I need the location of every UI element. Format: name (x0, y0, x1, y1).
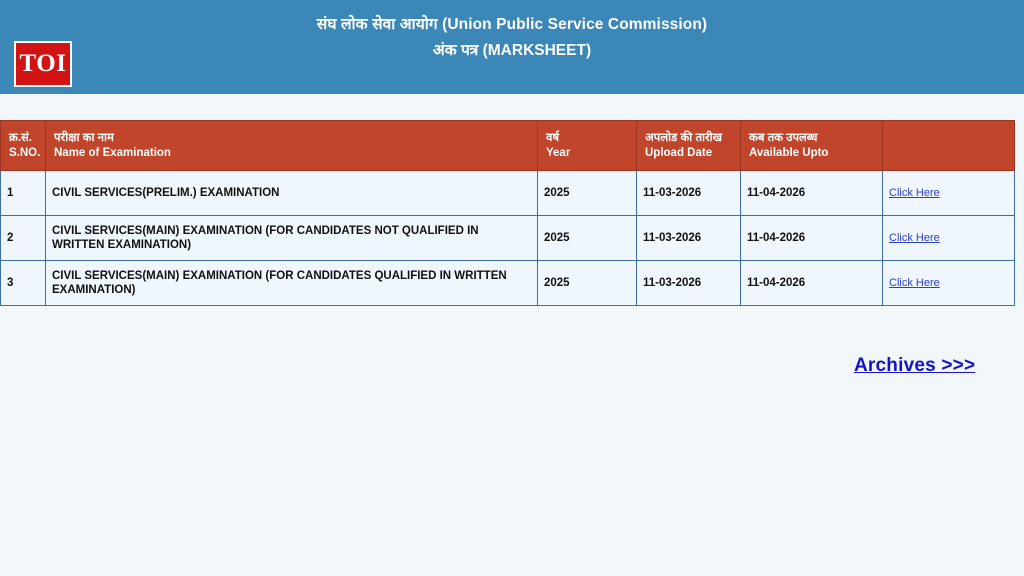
column-header-sno (1, 121, 46, 171)
cell-year: 2025 (538, 261, 637, 306)
column-header-name (46, 121, 538, 171)
cell-exam-name: CIVIL SERVICES(PRELIM.) EXAMINATION (46, 171, 538, 216)
table-row (1, 261, 1015, 306)
cell-upload-date: 11-03-2026 (637, 261, 741, 306)
column-header-year-hi: वर्ष (546, 131, 560, 144)
click-here-link[interactable]: Click Here (889, 187, 940, 199)
cell-sno: 3 (1, 261, 46, 306)
table-row (1, 216, 1015, 261)
cell-exam-name: CIVIL SERVICES(MAIN) EXAMINATION (FOR CANDIDATES NOT QUALIFIED IN WRITTEN EXAMINATION) (46, 216, 538, 261)
table-header-row (1, 121, 1015, 171)
cell-link (883, 261, 1015, 306)
column-header-name-en: Name of Examination (54, 146, 171, 159)
table-header (1, 121, 1015, 171)
marksheet-table (0, 120, 1015, 306)
toi-logo (14, 41, 72, 87)
column-header-sno-en: S.NO. (9, 146, 41, 159)
cell-link (883, 171, 1015, 216)
cell-sno: 1 (1, 171, 46, 216)
cell-available-upto: 11-04-2026 (741, 216, 883, 261)
column-header-available-upto-hi: कब तक उपलब्ध (749, 131, 818, 144)
table-body (1, 171, 1015, 306)
column-header-available-upto-en: Available Upto (749, 146, 829, 159)
cell-available-upto: 11-04-2026 (741, 171, 883, 216)
column-header-upload-date-en: Upload Date (645, 146, 713, 159)
cell-year: 2025 (538, 216, 637, 261)
column-header-year-en: Year (546, 146, 571, 159)
table-row (1, 171, 1015, 216)
archives-link[interactable]: Archives >>> (854, 355, 976, 376)
cell-available-upto: 11-04-2026 (741, 261, 883, 306)
cell-upload-date: 11-03-2026 (637, 171, 741, 216)
header-titles (0, 0, 1024, 62)
column-header-year (538, 121, 637, 171)
column-header-link (883, 121, 1015, 171)
toi-logo-text: TOI (19, 50, 67, 77)
click-here-link[interactable]: Click Here (889, 232, 940, 244)
click-here-link[interactable]: Click Here (889, 277, 940, 289)
cell-sno: 2 (1, 216, 46, 261)
column-header-available-upto (741, 121, 883, 171)
cell-exam-name: CIVIL SERVICES(MAIN) EXAMINATION (FOR CANDIDATES QUALIFIED IN WRITTEN EXAMINATION) (46, 261, 538, 306)
column-header-sno-hi: क्र.सं. (9, 131, 32, 144)
cell-year: 2025 (538, 171, 637, 216)
column-header-upload-date-hi: अपलोड की तारीख (645, 131, 723, 144)
page-header (0, 0, 1024, 94)
column-header-upload-date (637, 121, 741, 171)
column-header-name-hi: परीक्षा का नाम (54, 131, 114, 144)
page-subtitle: अंक पत्र (MARKSHEET) (432, 42, 592, 59)
cell-upload-date: 11-03-2026 (637, 216, 741, 261)
marksheet-table-container (0, 120, 1014, 306)
cell-link (883, 216, 1015, 261)
page-title: संघ लोक सेवा आयोग (Union Public Service Commission) (316, 16, 708, 33)
